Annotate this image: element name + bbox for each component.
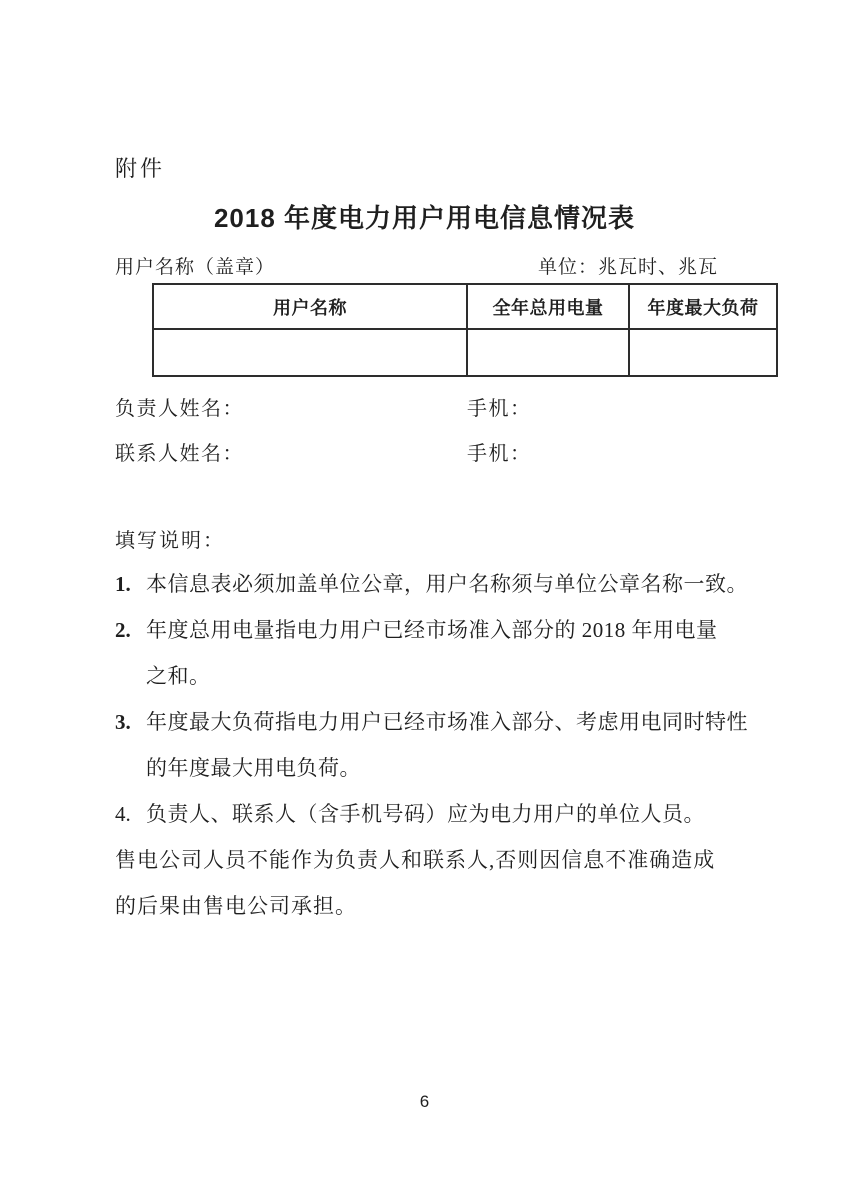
note-number: 4. [115,802,131,826]
note-text: 售电公司人员不能作为负责人和联系人,否则因信息不准确造成 [115,848,716,872]
note-item-2-continuation [115,652,763,698]
attachment-label: 附件 [115,156,166,181]
note-item-4 [115,790,763,836]
unit-label: 单位：兆瓦时、兆瓦 [537,257,718,278]
notes-heading: 填写说明： [115,530,225,552]
note-text: 的后果由售电公司承担。 [115,894,357,918]
column-header-annual-max-load: 年度最大负荷 [629,284,777,329]
document-title: 2018 年度电力用户用电信息情况表 [213,203,636,233]
note-item-3-continuation [115,744,763,790]
column-header-user-name: 用户名称 [153,284,467,329]
note-text: 年度总用电量指电力用户已经市场准入部分的 2018 年用电量 [146,618,718,642]
note-number: 3. [115,710,131,734]
note-footer-line-2 [115,882,763,928]
note-text: 年度最大负荷指电力用户已经市场准入部分、考虑用电同时特性 [146,710,748,734]
column-header-annual-total-usage: 全年总用电量 [467,284,629,329]
responsible-person-row [115,392,675,421]
note-number: 1. [115,572,131,596]
contact-person-row [115,437,675,466]
table-cell-annual-max-load [629,329,777,376]
note-number: 2. [115,618,131,642]
note-text: 的年度最大用电负荷。 [146,756,361,780]
responsible-person-phone-label: 手机： [467,398,532,420]
responsible-person-name-label: 负责人姓名： [115,398,244,420]
table-cell-annual-total-usage [467,329,629,376]
note-footer-line-1 [115,836,763,882]
note-item-3 [115,698,763,744]
table-cell-user-name [153,329,467,376]
electricity-info-table [152,283,778,377]
note-text: 本信息表必须加盖单位公章，用户名称须与单位公章名称一致。 [146,572,748,596]
user-name-seal-label: 用户名称（盖章） [115,257,276,278]
note-text: 之和。 [146,664,211,688]
table-row [153,329,777,376]
note-item-2 [115,606,763,652]
notes-list [115,560,763,928]
contact-person-name-label: 联系人姓名： [115,443,244,465]
note-text: 负责人、联系人（含手机号码）应为电力用户的单位人员。 [146,802,705,826]
table-header-row [153,284,777,329]
contact-person-phone-label: 手机： [467,443,532,465]
note-item-1 [115,560,763,606]
page-number: 6 [419,1092,430,1111]
